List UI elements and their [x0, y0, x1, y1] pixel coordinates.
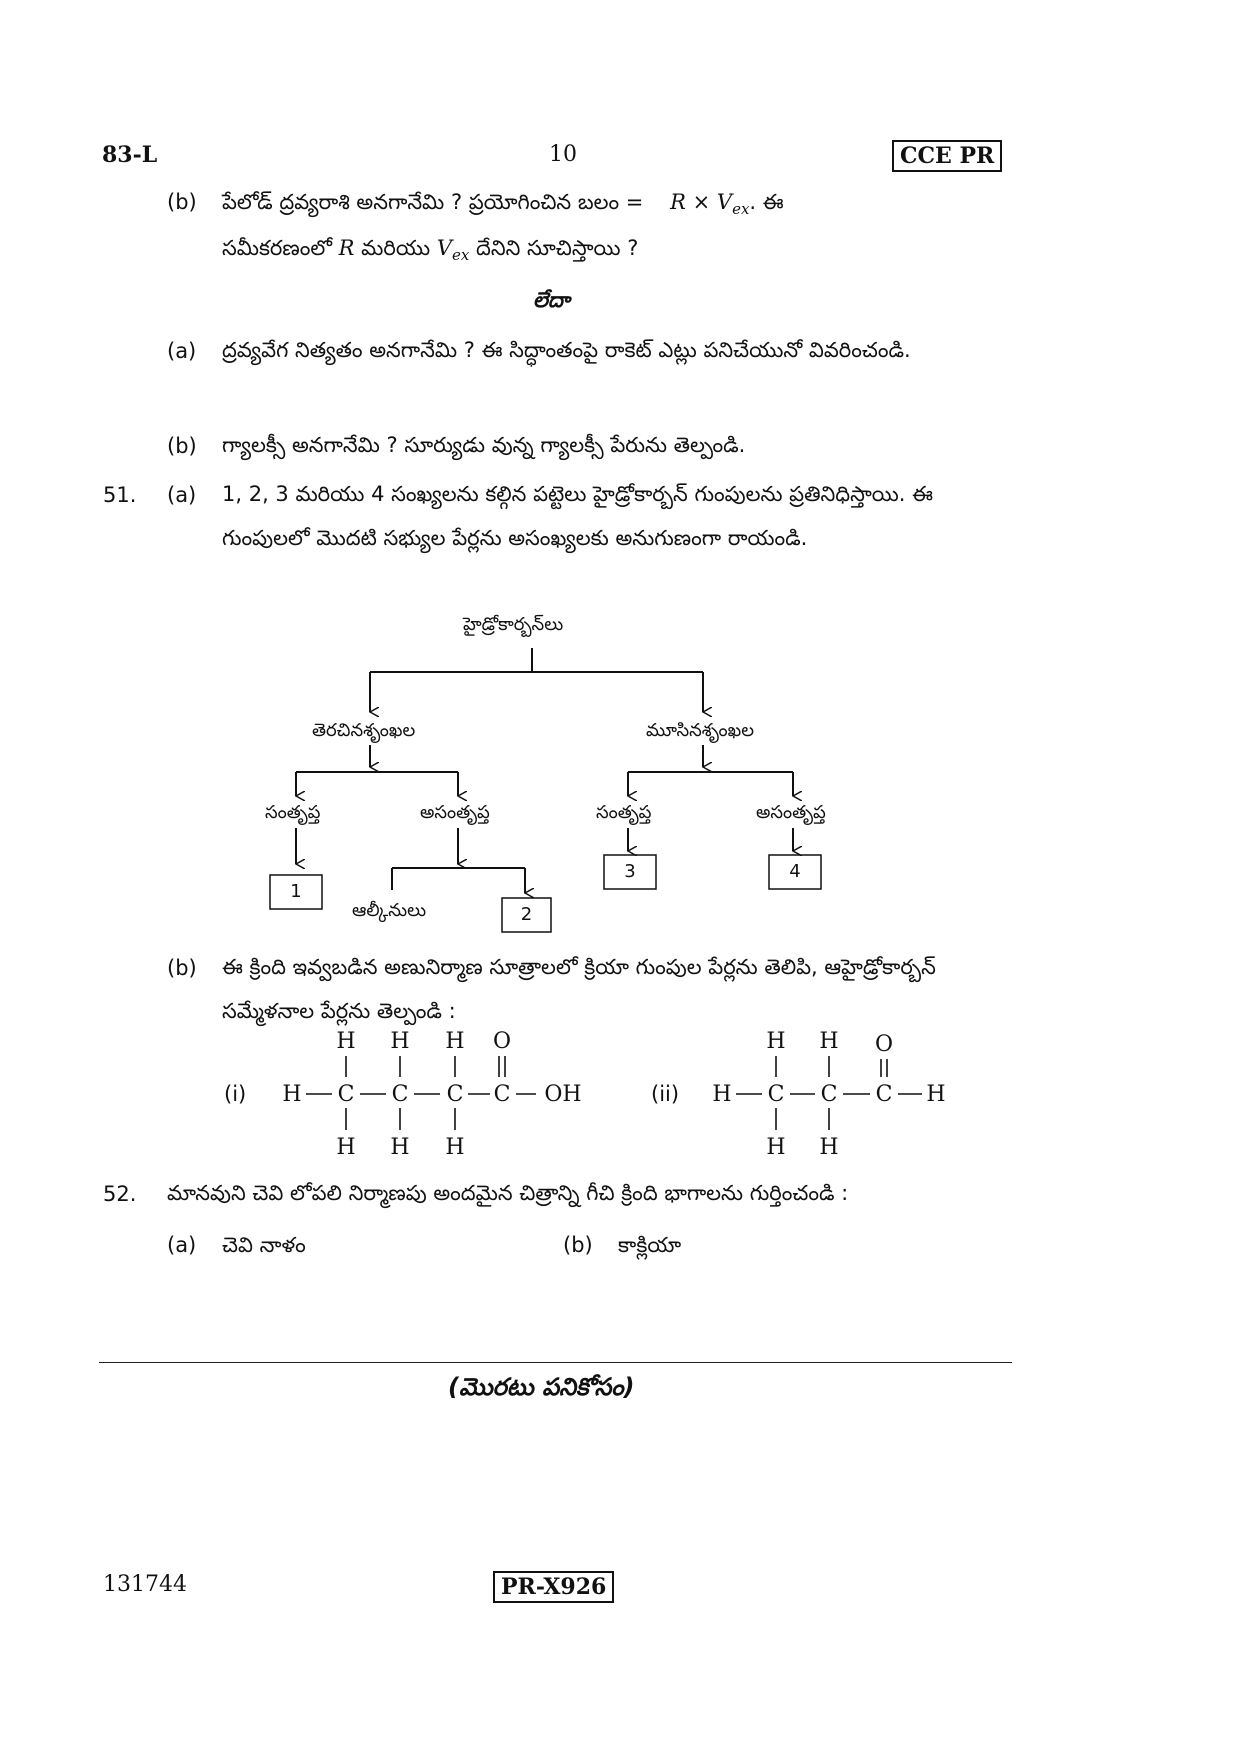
atom-h: H — [766, 1029, 786, 1054]
box-4-label: 4 — [789, 861, 801, 882]
tree-alkenes: ఆల్కీనులు — [352, 900, 427, 921]
atom-c: C — [820, 1082, 838, 1107]
or-divider: లేదా — [533, 288, 570, 312]
formula-v-sub: ex — [732, 200, 750, 219]
serial-number: 131744 — [103, 1572, 187, 1597]
q51b-label: (b) — [167, 956, 197, 980]
tree-saturated-open: సంతృప్త — [265, 802, 321, 823]
atom-h: H — [390, 1135, 410, 1160]
q50alt-b-label: (b) — [167, 434, 197, 458]
q50b-line1-end: . ఈ — [749, 190, 784, 214]
q51-number: 51. — [103, 483, 137, 507]
q50alt-a-text: ద్రవ్యవేగ నిత్యతం అనగానేమి ? ఈ సిద్ధాంతంపై రాకెట్ ఎట్లు పనిచేయునో వివరించండి. — [222, 338, 911, 362]
q51a-label: (a) — [167, 483, 197, 507]
tree-open-chain: తెరచినశృంఖల — [312, 720, 416, 741]
paper-code: 83-L — [102, 142, 158, 168]
atom-c: C — [337, 1082, 355, 1107]
q50b-line2-text: సమీకరణంలో — [222, 236, 332, 260]
atom-o: O — [874, 1032, 894, 1057]
q51a-text: 1, 2, 3 మరియు 4 సంఖ్యలను కల్గిన పట్టెలు హైడ్రోకార్బన్ గుంపులను ప్రతినిధిస్తాయి. ఈ గుంపులలో మొదటి సభ్యుల పేర్లను అసంఖ్యలకు అనుగుణంగా రాయండి. — [222, 482, 933, 550]
q52b-text: కాక్లియా — [618, 1233, 682, 1257]
line2-and: మరియు — [361, 236, 431, 260]
q50alt-b-text: గ్యాలక్సీ అనగానేమి ? సూర్యుడు వున్న గ్యాలక్సీ పేరును తెల్పండి. — [222, 433, 746, 457]
box-1-label: 1 — [290, 881, 302, 902]
atom-h: H — [445, 1029, 465, 1054]
atom-h: H — [819, 1029, 839, 1054]
atom-h: H — [445, 1135, 465, 1160]
q52b-label: (b) — [563, 1233, 593, 1257]
footer-code-badge: PR-X926 — [493, 1571, 614, 1603]
q52a-text: చెవి నాళం — [222, 1233, 306, 1257]
atom-c: C — [767, 1082, 785, 1107]
atom-h: H — [282, 1082, 302, 1107]
formula-v: V — [716, 190, 733, 214]
rough-work-note: (మొరటు పనికోసం) — [448, 1373, 635, 1401]
tree-saturated-closed: సంతృప్త — [596, 802, 652, 823]
tree-unsaturated-open: అసంతృప్త — [420, 802, 490, 823]
line2-v-sub: ex — [451, 246, 470, 265]
structure-ii-label: (ii) — [651, 1082, 680, 1106]
atom-c: C — [391, 1082, 409, 1107]
structure-i-label: (i) — [224, 1082, 247, 1106]
atom-h: H — [712, 1082, 732, 1107]
tree-root: హైడ్రోకార్బన్‌లు — [463, 614, 564, 635]
series-badge: CCE PR — [892, 140, 1002, 172]
q50alt-a-label: (a) — [167, 339, 197, 363]
q50b-line1-text: పేలోడ్ ద్రవ్యరాశి అనగానేమి ? ప్రయోగించిన బలం = — [222, 190, 644, 214]
atom-c: C — [446, 1082, 464, 1107]
atom-o: O — [492, 1029, 512, 1054]
atom-c: C — [875, 1082, 893, 1107]
box-2-label: 2 — [520, 904, 533, 925]
box-3-label: 3 — [624, 861, 636, 882]
formula-r: R — [670, 190, 686, 214]
page-number: 10 — [549, 142, 577, 167]
atom-oh: OH — [544, 1082, 582, 1107]
atom-h: H — [336, 1029, 356, 1054]
tree-unsaturated-closed: అసంతృప్త — [756, 802, 826, 823]
atom-h: H — [766, 1135, 786, 1160]
atom-c: C — [493, 1082, 511, 1107]
formula-times: × — [692, 190, 711, 214]
q51b-text: ఈ క్రింది ఇవ్వబడిన అణునిర్మాణ సూత్రాలలో క్రియా గుంపుల పేర్లను తెలిపి, ఆహైడ్రోకార్బన్ సమ్మేళనాల పేర్లను తెల్పండి : — [222, 955, 936, 1023]
atom-h: H — [926, 1082, 946, 1107]
atom-h: H — [336, 1135, 356, 1160]
q52-number: 52. — [103, 1182, 137, 1206]
divider-line — [99, 1362, 1012, 1363]
line2-v: V — [436, 236, 452, 260]
line2-r: R — [338, 236, 355, 260]
q50b-label: (b) — [167, 190, 197, 214]
q52-text: మానవుని చెవి లోపలి నిర్మాణపు అందమైన చిత్రాన్ని గీచి క్రింది భాగాలను గుర్తించండి : — [167, 1181, 849, 1205]
atom-h: H — [819, 1135, 839, 1160]
atom-h: H — [390, 1029, 410, 1054]
line2-end: దేనిని సూచిస్తాయి ? — [476, 236, 639, 260]
q52a-label: (a) — [167, 1233, 197, 1257]
tree-closed-chain: మూసినశృంఖల — [646, 720, 754, 741]
